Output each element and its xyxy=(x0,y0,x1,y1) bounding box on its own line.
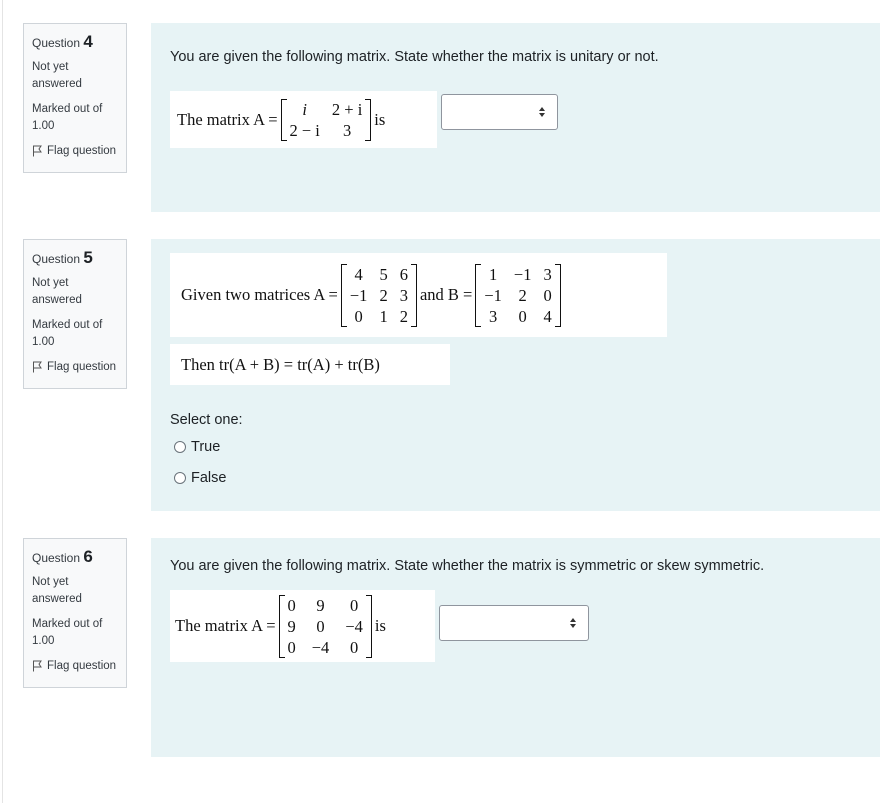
question-number: Question 4 xyxy=(32,32,93,51)
matrix-cell: 3 xyxy=(399,285,408,305)
matrix-cell: 0 xyxy=(518,306,527,326)
question-number: Question 5 xyxy=(32,248,93,267)
matrix-cell: i xyxy=(302,99,307,119)
matrix-cell: 0 xyxy=(354,306,363,326)
matrix-cell: 1 xyxy=(488,264,498,284)
matrix-cell: 5 xyxy=(379,264,388,284)
question-grade: Marked out of 1.00 xyxy=(32,318,103,348)
radio-icon[interactable] xyxy=(174,472,186,484)
page-left-border xyxy=(2,0,3,803)
matrix-cell: 0 xyxy=(349,595,359,615)
answer-select[interactable] xyxy=(441,94,558,130)
flag-icon xyxy=(32,660,43,672)
option-false[interactable] xyxy=(174,470,226,486)
matrix-cell: 2 + i xyxy=(331,99,363,119)
matrix-b xyxy=(475,264,560,327)
matrix-cell: 0 xyxy=(287,595,296,615)
matrix-cells xyxy=(287,99,366,141)
flag-question-button[interactable] xyxy=(32,143,118,161)
matrix-expression xyxy=(170,590,435,662)
matrix-cell: 0 xyxy=(287,637,296,657)
matrix-suffix: is xyxy=(374,109,386,129)
flag-icon xyxy=(32,361,43,373)
matrix-a xyxy=(279,595,372,658)
matrix-cell: −1 xyxy=(513,264,532,284)
matrix-cell: 9 xyxy=(287,616,296,636)
matrix-prefix: Given two matrices A = xyxy=(181,285,338,304)
matrix-cell: −4 xyxy=(345,616,363,636)
matrix-cell: 9 xyxy=(316,595,325,615)
flag-question-button[interactable] xyxy=(32,658,118,676)
question-6-info xyxy=(23,538,127,688)
flag-question-button[interactable] xyxy=(32,359,118,377)
question-5-info xyxy=(23,239,127,389)
question-text: You are given the following matrix. State whether the matrix is unitary or not. xyxy=(170,49,659,65)
matrix-a xyxy=(341,264,417,327)
flag-question-label: Flag question xyxy=(47,659,117,672)
matrix-cell: 3 xyxy=(488,306,498,326)
matrix-cell: 6 xyxy=(399,264,408,284)
question-state: Not yet answered xyxy=(32,60,82,90)
question-4-info xyxy=(23,23,127,173)
matrix-cell: 2 xyxy=(399,306,408,326)
option-true[interactable] xyxy=(174,439,220,455)
question-4-content xyxy=(151,23,880,212)
flag-question-label: Flag question xyxy=(47,144,117,157)
matrix-cells xyxy=(285,595,366,658)
matrix-cell: −4 xyxy=(311,637,330,657)
matrix-cell: 4 xyxy=(543,306,552,326)
matrix-a xyxy=(281,99,372,141)
flag-question-label: Flag question xyxy=(47,360,117,373)
matrix-expression xyxy=(170,91,437,148)
matrix-cells xyxy=(347,264,411,327)
matrix-cell: 1 xyxy=(379,306,388,326)
question-text: You are given the following matrix. State whether the matrix is symmetric or skew symmetric. xyxy=(170,558,765,574)
matrix-cell: 0 xyxy=(543,285,552,305)
option-label: True xyxy=(191,439,221,455)
question-number: Question 6 xyxy=(32,547,93,566)
question-state: Not yet answered xyxy=(32,575,82,605)
matrix-cell: 4 xyxy=(354,264,363,284)
matrix-expression xyxy=(170,253,667,337)
option-label: False xyxy=(191,470,227,486)
trace-statement: Then tr(A + B) = tr(A) + tr(B) xyxy=(170,344,450,385)
question-grade: Marked out of 1.00 xyxy=(32,102,103,132)
matrix-middle: and B = xyxy=(419,285,473,304)
matrix-prefix: The matrix A = xyxy=(177,109,278,129)
matrix-cell: −1 xyxy=(349,285,368,305)
matrix-cell: 0 xyxy=(316,616,325,636)
matrix-cells xyxy=(481,264,554,327)
matrix-suffix: is xyxy=(374,616,386,635)
question-grade: Marked out of 1.00 xyxy=(32,617,103,647)
matrix-cell: −1 xyxy=(484,285,502,305)
question-6-content xyxy=(151,538,880,757)
matrix-cell: 3 xyxy=(543,264,552,284)
matrix-prefix: The matrix A = xyxy=(175,616,276,635)
radio-icon[interactable] xyxy=(174,441,186,453)
question-5-content xyxy=(151,239,880,511)
updown-arrows-icon xyxy=(570,618,576,628)
updown-arrows-icon xyxy=(539,107,545,117)
question-state: Not yet answered xyxy=(32,276,82,306)
matrix-cell: 0 xyxy=(349,637,359,657)
matrix-cell: 2 − i xyxy=(289,120,320,140)
matrix-cell: 2 xyxy=(518,285,527,305)
flag-icon xyxy=(32,145,43,157)
answer-select[interactable] xyxy=(439,605,589,641)
matrix-cell: 2 xyxy=(379,285,388,305)
select-one-prompt: Select one: xyxy=(170,412,243,428)
matrix-cell: 3 xyxy=(342,120,352,140)
